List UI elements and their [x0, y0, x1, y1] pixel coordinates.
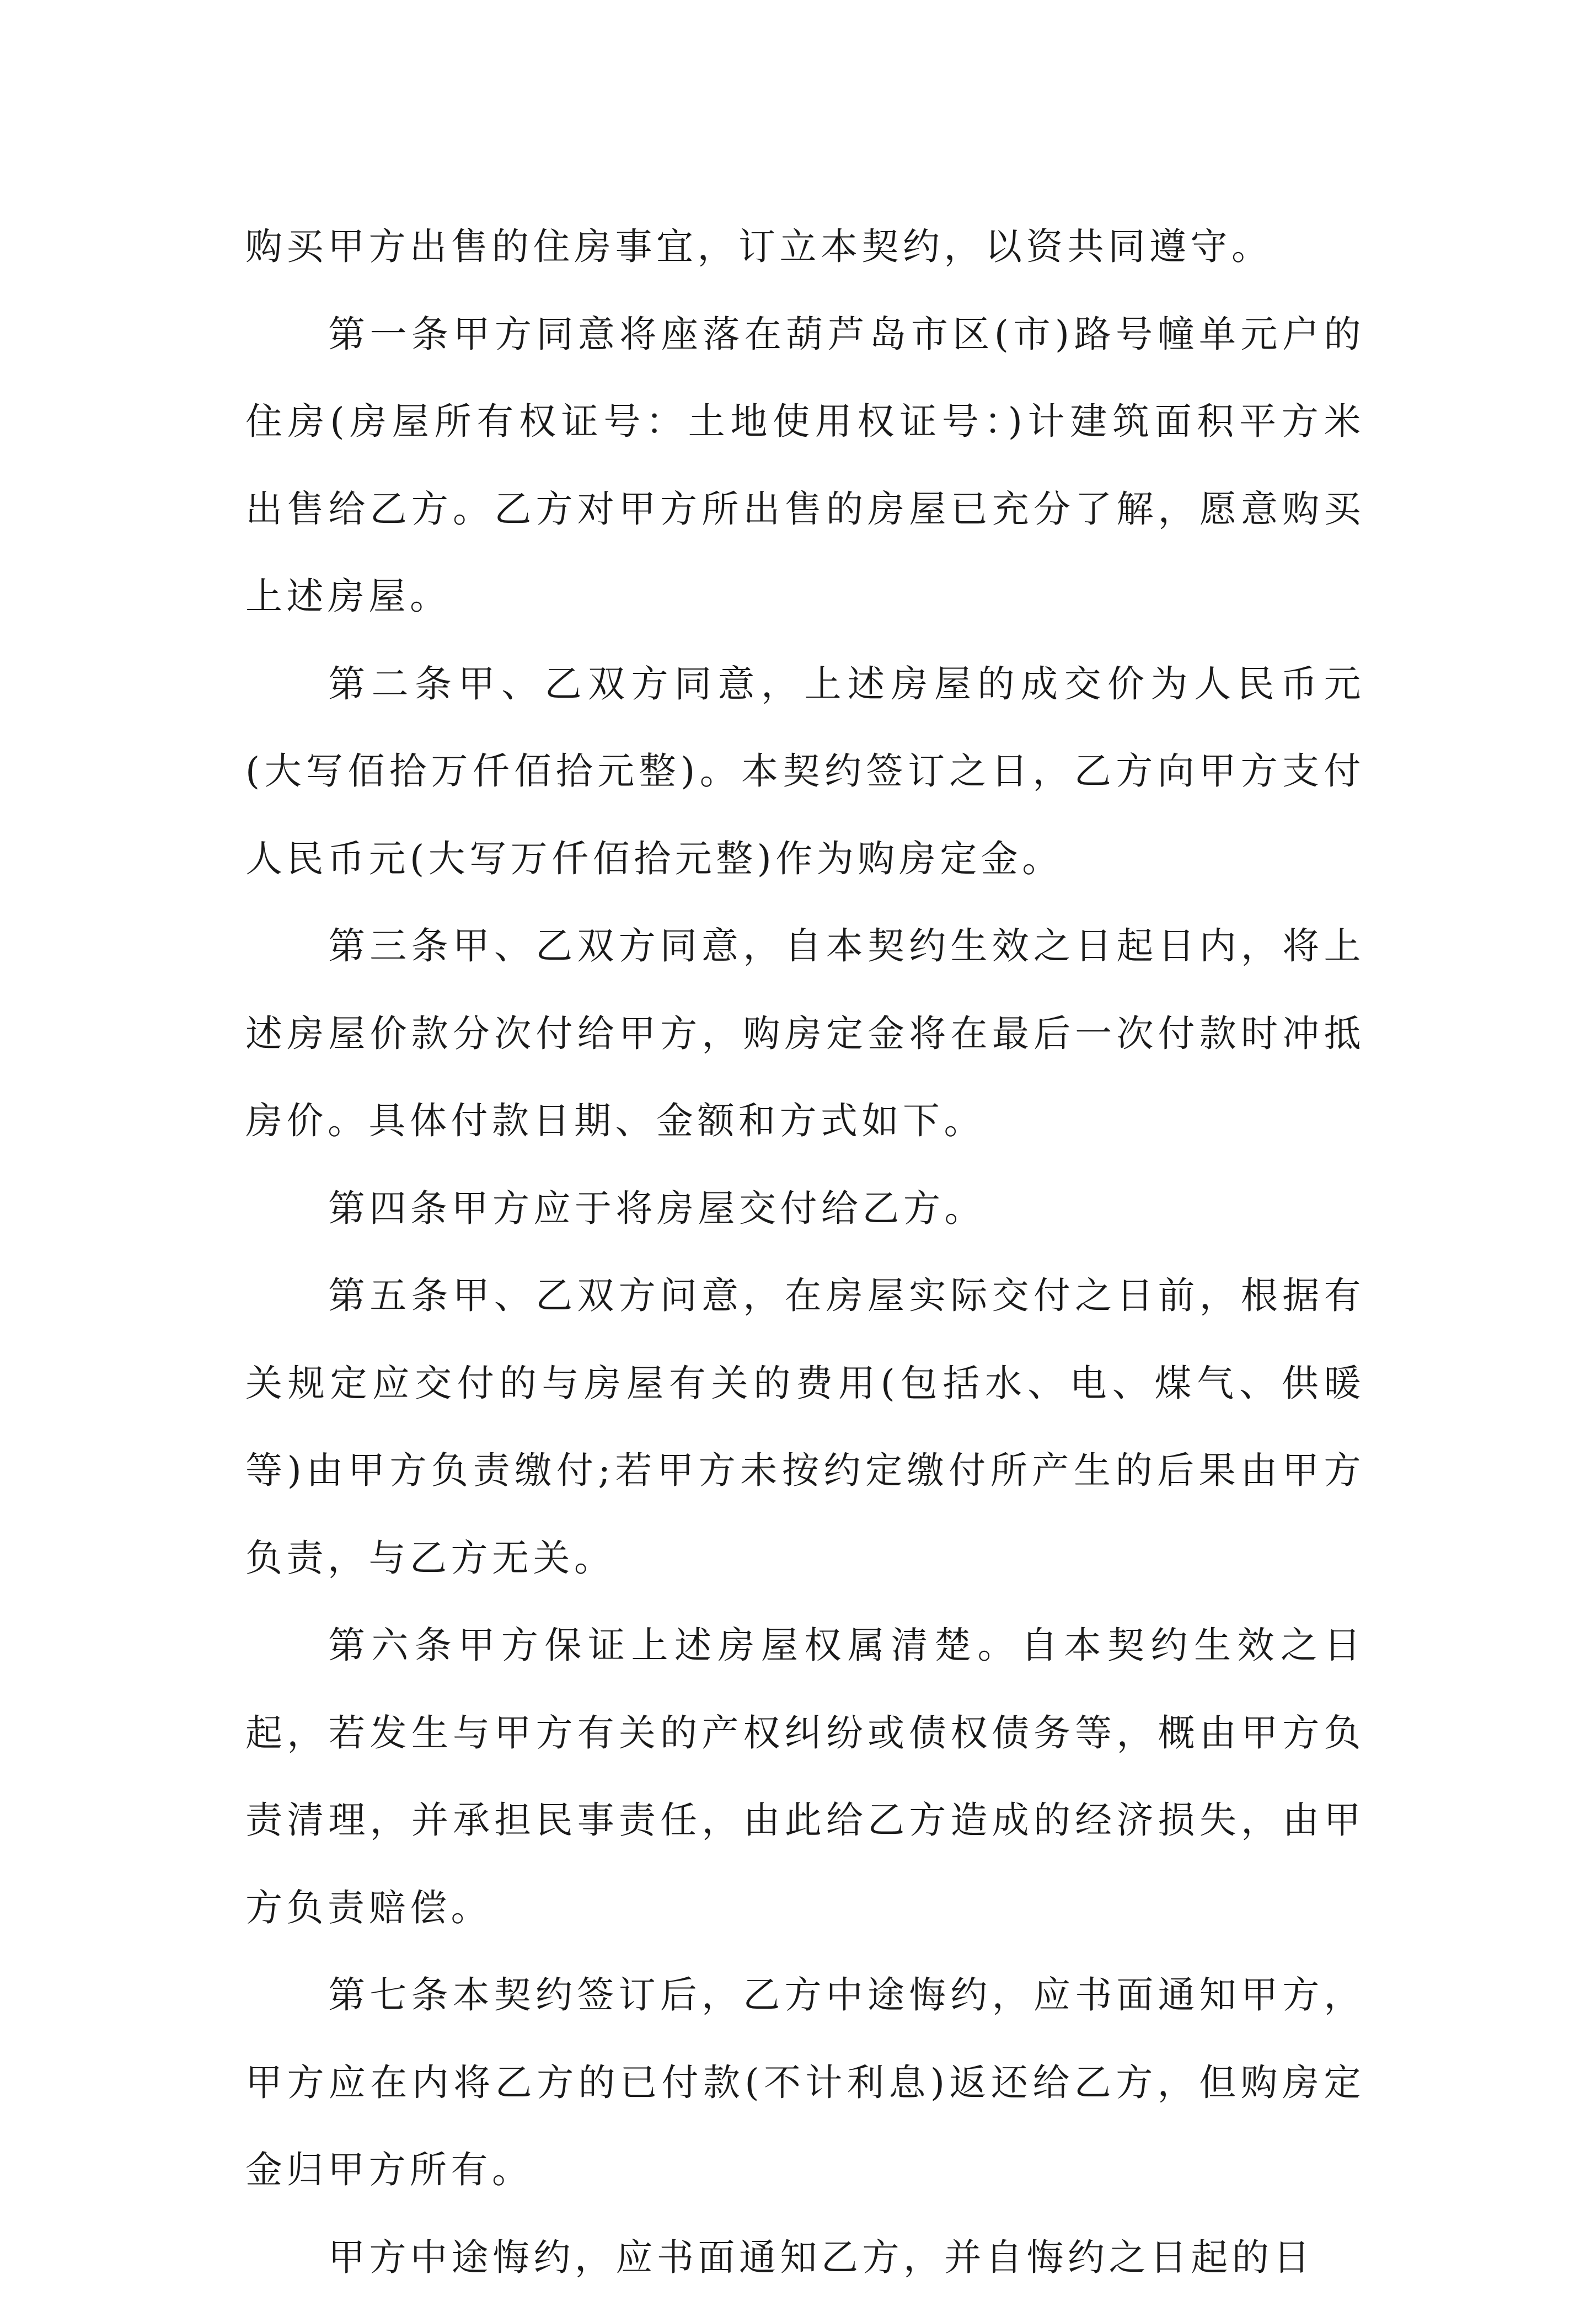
document-body: [245, 203, 1365, 2301]
paragraph-article-5: 第五条甲、乙双方问意，在房屋实际交付之日前，根据有关规定应交付的与房屋有关的费用(包括水、电、煤气、供暖等)由甲方负责缴付;若甲方未按约定缴付所产生的后果由甲方负责，与乙方无关。: [245, 1252, 1365, 1602]
paragraph-article-7-party-a: 甲方中途悔约，应书面通知乙方，并自悔约之日起的日: [245, 2214, 1365, 2301]
paragraph-article-2: 第二条甲、乙双方同意，上述房屋的成交价为人民币元(大写佰拾万仟佰拾元整)。本契约签订之日，乙方向甲方支付人民币元(大写万仟佰拾元整)作为购房定金。: [245, 640, 1365, 903]
paragraph-article-1: 第一条甲方同意将座落在葫芦岛市区(市)路号幢单元户的住房(房屋所有权证号：土地使用权证号：)计建筑面积平方米出售给乙方。乙方对甲方所出售的房屋已充分了解，愿意购买上述房屋。: [245, 291, 1365, 640]
paragraph-article-7: 第七条本契约签订后，乙方中途悔约，应书面通知甲方，甲方应在内将乙方的已付款(不计利息)返还给乙方，但购房定金归甲方所有。: [245, 1951, 1365, 2214]
paragraph-article-3: 第三条甲、乙双方同意，自本契约生效之日起日内，将上述房屋价款分次付给甲方，购房定金将在最后一次付款时冲抵房价。具体付款日期、金额和方式如下。: [245, 902, 1365, 1165]
paragraph-article-4: 第四条甲方应于将房屋交付给乙方。: [245, 1165, 1365, 1253]
paragraph-article-6: 第六条甲方保证上述房屋权属清楚。自本契约生效之日起，若发生与甲方有关的产权纠纷或债权债务等，概由甲方负责清理，并承担民事责任，由此给乙方造成的经济损失，由甲方负责赔偿。: [245, 1602, 1365, 1951]
paragraph-intro-continuation: 购买甲方出售的住房事宜，订立本契约，以资共同遵守。: [245, 203, 1365, 291]
